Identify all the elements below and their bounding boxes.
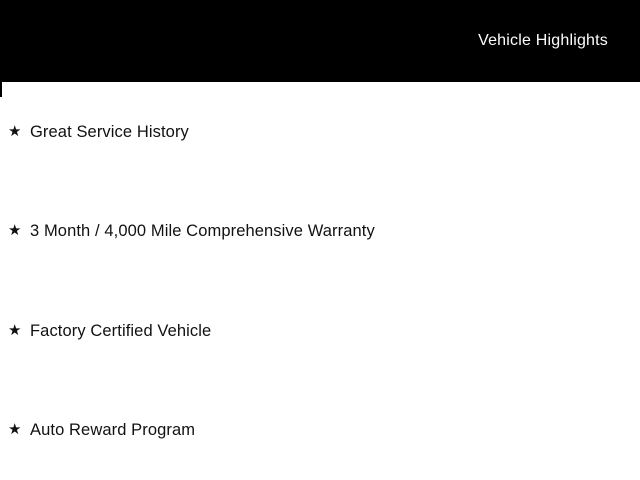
highlights-header [0,0,640,82]
star-icon: ★ [8,421,22,438]
highlights-list [0,82,640,480]
star-icon: ★ [8,222,22,239]
list-item-label: Factory Certified Vehicle [30,322,212,340]
list-item [0,418,195,442]
list-item [0,319,211,343]
star-icon: ★ [8,123,22,140]
list-item-label: Great Service History [30,123,189,141]
list-item [0,120,189,144]
page-title: Vehicle Highlights [478,32,608,49]
list-item-label: Auto Reward Program [30,421,196,439]
list-item [0,219,375,243]
star-icon: ★ [8,322,22,339]
list-item-label: 3 Month / 4,000 Mile Comprehensive Warranty [30,222,375,240]
